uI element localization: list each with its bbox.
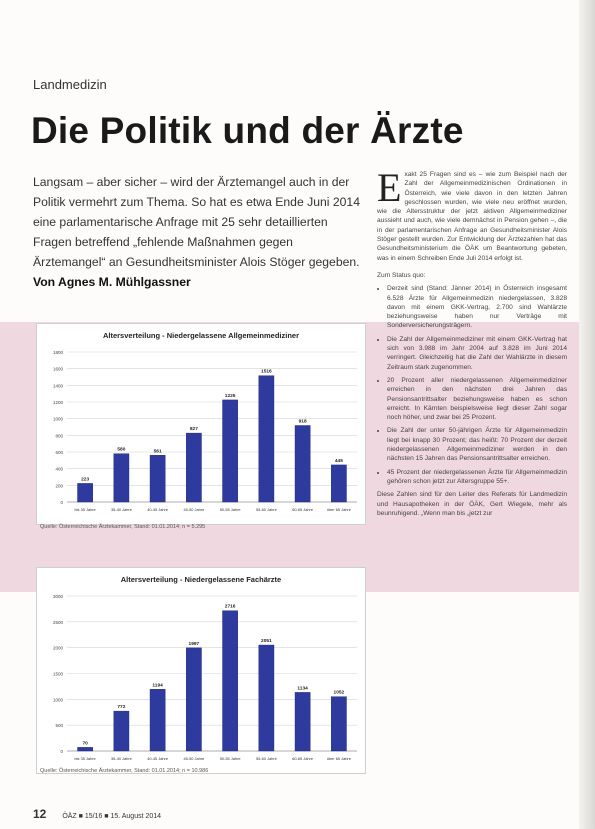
bar (150, 689, 165, 751)
section-label: Landmedizin (33, 77, 107, 92)
y-tick-label: 200 (55, 483, 63, 489)
x-tick-label: bis 35 Jahre (74, 507, 96, 512)
y-tick-label: 2000 (52, 645, 63, 651)
chart-fachaerzte-svg (37, 568, 365, 773)
x-tick-label: 60-65 Jahre (292, 507, 314, 512)
bar (223, 400, 238, 502)
bar (78, 483, 93, 502)
bar (223, 611, 238, 751)
data-label: 70 (82, 741, 88, 747)
bar (259, 376, 274, 502)
lead-paragraph (33, 172, 363, 292)
footer-text: ÖÄZ ■ 15/16 ■ 15. August 2014 (62, 813, 162, 820)
bar (331, 697, 346, 751)
data-label: 1516 (261, 369, 272, 375)
y-tick-label: 600 (55, 450, 63, 455)
lead-text: Langsam – aber sicher – wird der Ärztemangel auch in der Politik vermehrt zum Thema. So hat es etwa Ende Juni 2014 eine parlamentarische Anfrage mit 25 sehr detaillierten Fragen betreffend „fehlende Maßnahmen gegen Ärztemangel“ an Gesundheitsminister Alois Stöger gegeben. (33, 175, 360, 269)
list-item: • Die Zahl der unter 50-jährigen Ärzte für Allgemeinmedizin liegt bei knapp 30 Prozent; das heißt: 70 Prozent der derzeit niedergelassenen Allgemeinmediziner werden in den nächsten 15 Jahren das Pensionsantrittsalter erreichen. (387, 426, 567, 463)
drop-cap: E (377, 165, 402, 210)
x-tick-label: 40-45 Jahre (147, 507, 169, 512)
x-tick-label: 50-55 Jahre (219, 756, 241, 761)
data-label: 827 (189, 427, 198, 433)
list-item: • Derzeit sind (Stand: Jänner 2014) in Österreich insgesamt 6.528 Ärzte für Allgemeinmedizin niedergelassen, 3.828 davon mit einem GKK-Vertrag, 2.700 sind Wahlärzte beziehungsweise haben nur Verträge mit Sonderversicherungsträgern. (387, 284, 567, 330)
y-tick-label: 1500 (52, 671, 63, 677)
x-tick-label: 55-60 Jahre (255, 507, 277, 512)
page-footer (33, 807, 161, 821)
headline: Die Politik und der Ärzte (31, 110, 464, 151)
status-list (377, 284, 567, 486)
x-tick-label: 60-65 Jahre (292, 756, 314, 761)
x-tick-label: 35-40 Jahre (110, 507, 132, 512)
chart-allgemeinmediziner (36, 323, 366, 525)
x-tick-label: 35-40 Jahre (110, 756, 132, 761)
bar (331, 465, 346, 502)
y-tick-label: 1200 (52, 400, 63, 405)
data-label: 918 (298, 419, 307, 425)
y-tick-label: 1000 (52, 416, 63, 422)
x-tick-label: bis 35 Jahre (74, 756, 96, 761)
y-tick-label: 0 (60, 749, 63, 754)
chart-allgemeinmediziner-caption: Quelle: Österreichische Ärztekammer, Stand: 01.01.2014; n = 5.295 (40, 524, 206, 530)
page-edge-shadow (579, 0, 595, 829)
y-tick-label: 500 (55, 723, 63, 729)
y-tick-label: 0 (60, 500, 63, 505)
bar (114, 454, 129, 502)
list-item: • 45 Prozent der niedergelassenen Ärzte für Allgemeinmedizin gehören schon jetzt zur Altersgruppe 55+. (387, 468, 567, 487)
list-item: • 20 Prozent aller niedergelassenen Allgemeinmediziner erreichen in den nächsten drei Jahren das Pensionsantrittsalter beziehungsweise haben es schon erreicht. In Kärnten beispielsweise liegt dieser Zahl sogar noch höher, und zwar bei 25 Prozent. (387, 376, 567, 422)
body-intro (377, 165, 567, 263)
status-label: Zum Status quo: (377, 271, 426, 279)
page-number: 12 (33, 807, 47, 821)
data-label: 1997 (188, 641, 200, 647)
y-tick-label: 1800 (52, 350, 63, 355)
chart-allgemeinmediziner-svg (37, 324, 365, 524)
data-label: 223 (81, 477, 90, 483)
y-tick-label: 2500 (52, 619, 63, 625)
data-label: 561 (153, 449, 162, 455)
bar (114, 711, 129, 751)
data-label: 772 (117, 705, 126, 711)
x-tick-label: 45-50 Jahre (183, 507, 205, 512)
chart-fachaerzte (36, 567, 366, 774)
x-tick-label: über 65 Jahre (326, 756, 351, 761)
article-body (377, 165, 567, 524)
data-label: 1052 (333, 690, 345, 696)
y-tick-label: 800 (55, 433, 63, 439)
y-tick-label: 1600 (52, 366, 63, 372)
bar (259, 645, 274, 751)
bar (295, 692, 310, 751)
data-label: 445 (334, 458, 343, 464)
data-label: 580 (117, 447, 126, 453)
x-tick-label: 50-55 Jahre (219, 507, 241, 512)
y-tick-label: 400 (55, 466, 63, 472)
data-label: 2051 (261, 639, 272, 645)
data-label: 1225 (224, 393, 236, 399)
x-tick-label: 40-45 Jahre (147, 756, 169, 761)
chart-title: Altersverteilung - Niedergelassene Allgemeinmediziner (102, 331, 300, 340)
bar (295, 426, 310, 503)
y-tick-label: 1400 (52, 383, 63, 389)
list-item: • Die Zahl der Allgemeinmediziner mit einem GKK-Vertrag hat sich von 3.988 im Jahr 2004 auf 3.828 im Juni 2014 verringert. Gleichzeitig hat die Zahl der Wahlärzte in diesem Zeitraum stark zugenommen. (387, 335, 567, 372)
body-closing: Diese Zahlen sind für den Leiter des Referats für Landmedizin und Hausapotheken in der ÖÄK, Gert Wiegele, mehr als beunruhigend. „Wenn man bis „jetzt zur (377, 491, 567, 517)
chart-title: Altersverteilung - Niedergelassene Fachärzte (120, 575, 282, 584)
x-tick-label: 55-60 Jahre (255, 756, 277, 761)
body-intro-text: xakt 25 Fragen sind es – wie zum Beispiel nach der Zahl der Allgemeinmedizinischen Ordinationen in Österreich, wie viele davon in den letzten Jahren geschlossen wurden, wie viele neu eröffnet wurden, wie die Altersstruktur der jetzt aktiven Allgemeinmediziner aussieht und auch, wie viele demnächst in Pension gehen –, die in der parlamentarischen Anfrage an Gesundheitsminister Alois Stöger gestellt wurden. Zur Entwicklung der Ärztezahlen hat das Gesundheitsministerium die ÖÄK um Beantwortung gebeten, was in einem Schreiben Ende Juli 2014 erfolgt ist. (377, 171, 567, 262)
y-tick-label: 1000 (52, 697, 63, 703)
data-label: 1134 (297, 686, 308, 692)
author-byline: Von Agnes M. Mühlgassner (33, 275, 191, 289)
bar (186, 433, 201, 502)
y-tick-label: 3000 (52, 594, 63, 599)
bar (186, 648, 201, 751)
bar (78, 747, 93, 751)
chart-fachaerzte-caption: Quelle: Österreichische Ärztekammer, Stand: 01.01.2014; n = 10.986 (40, 768, 209, 774)
x-tick-label: 45-50 Jahre (183, 756, 205, 761)
data-label: 1194 (152, 683, 163, 689)
bar (150, 455, 165, 502)
data-label: 2716 (224, 604, 236, 610)
x-tick-label: über 65 Jahre (326, 507, 351, 512)
